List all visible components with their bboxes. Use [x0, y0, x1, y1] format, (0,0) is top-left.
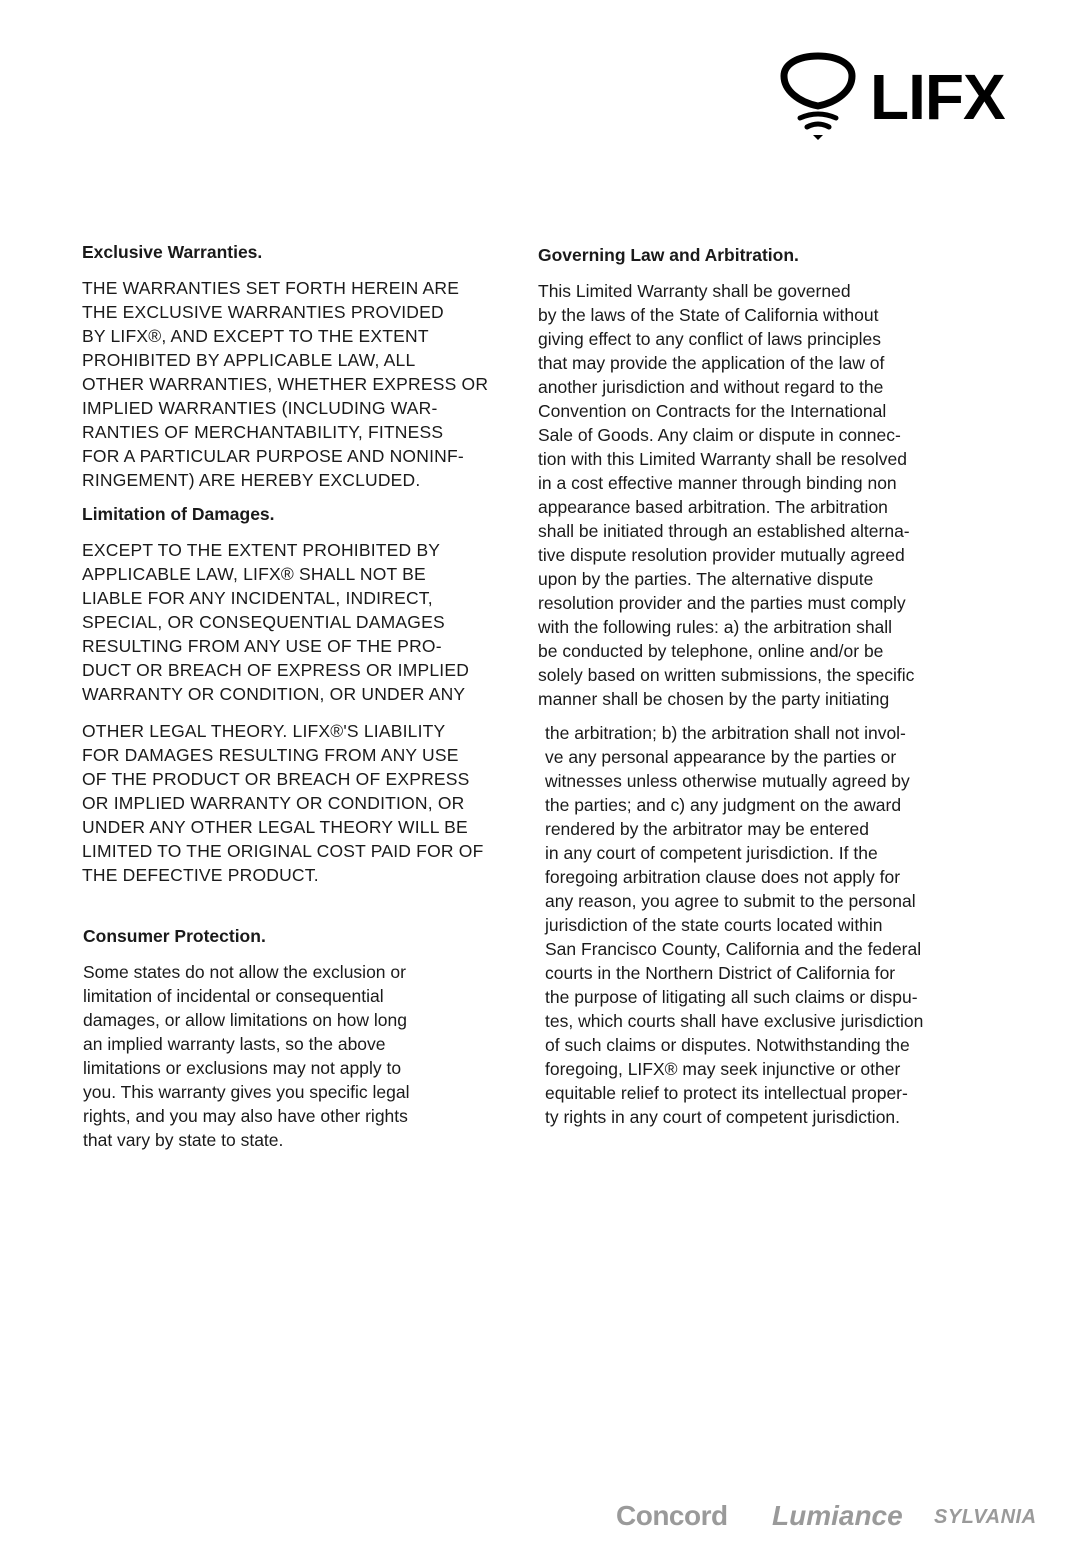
- limitation-of-damages-heading: Limitation of Damages.: [82, 504, 275, 524]
- consumer-protection-heading: Consumer Protection.: [83, 926, 266, 946]
- brand-sylvania: SYLVANIA: [934, 1506, 1037, 1528]
- left-column-top: [82, 240, 532, 716]
- lifx-logo: [778, 52, 1008, 142]
- logo-wordmark: LIFX: [870, 61, 1005, 133]
- governing-law-heading: Governing Law and Arbitration.: [538, 245, 799, 265]
- right-column-bottom: [545, 721, 995, 1129]
- governing-law-text-continued: the arbitration; b) the arbitration shall not invol- ve any personal appearance by the parties or witnesses unless otherwise mutually agreed by the parties; and c) any judgment on the award rendered by the arbitrator may be entered in any court of competent jurisdiction. If the foregoing arbitration clause does not apply for any reason, you agree to submit to the personal jurisdiction of the state courts located within San Francisco County, California and the federal courts in the Northern District of California for the purpose of litigating all such claims or dispu- tes, which courts shall have exclusive jurisdiction of such claims or disputes. Notwithstanding the foregoing, LIFX® may seek injunctive or other equitable relief to protect its intellectual proper- ty rights in any court of competent jurisdiction.: [545, 723, 924, 1127]
- brand-logos: [616, 1500, 1056, 1540]
- lightbulb-wifi-icon: [778, 52, 868, 144]
- brand-concord: Concord: [616, 1500, 728, 1531]
- limitation-of-damages-text: EXCEPT TO THE EXTENT PROHIBITED BY APPLICABLE LAW, LIFX® SHALL NOT BE LIABLE FOR ANY INCIDENTAL, INDIRECT, SPECIAL, OR CONSEQUENTIAL DAMAGES RESULTING FROM ANY USE OF THE PRO- DUCT OR BREACH OF EXPRESS OR IMPLIED WARRANTY OR CONDITION, OR UNDER ANY: [82, 540, 470, 704]
- governing-law-text: This Limited Warranty shall be governed by the laws of the State of California without giving effect to any conflict of laws principles that may provide the application of the law of another jurisdiction and without regard to the Convention on Contracts for the International Sale of Goods. Any claim or dispute in connec- tion with this Limited Warranty shall be resolved in a cost effective manner through binding non appearance based arbitration. The arbitration shall be initiated through an established alterna- tive dispute resolution provider mutually agreed upon by the parties. The alternative dispute resolution provider and the parties must comply with the following rules: a) the arbitration shall be conducted by telephone, online and/or be solely based on written submissions, the specific manner shall be chosen by the party initiating: [538, 281, 915, 709]
- consumer-protection-text: Some states do not allow the exclusion or limitation of incidental or consequential damages, or allow limitations on how long an implied warranty lasts, so the above limitations or exclusions may not apply to you. This warranty gives you specific legal rights, and you may also have other rights that vary by state to state.: [83, 962, 410, 1150]
- left-column-bottom: [83, 924, 533, 1152]
- right-column-top: [538, 243, 993, 711]
- exclusive-warranties-text: THE WARRANTIES SET FORTH HEREIN ARE THE EXCLUSIVE WARRANTIES PROVIDED BY LIFX®, AND EXCEPT TO THE EXTENT PROHIBITED BY APPLICABLE LAW, ALL OTHER WARRANTIES, WHETHER EXPRESS OR IMPLIED WARRANTIES (INCLUDING WAR- RANTIES OF MERCHANTABILITY, FITNESS FOR A PARTICULAR PURPOSE AND NONINF- RINGEMENT) ARE HEREBY EXCLUDED.: [82, 278, 489, 490]
- exclusive-warranties-heading: Exclusive Warranties.: [82, 242, 263, 262]
- limitation-of-damages-text-continued: OTHER LEGAL THEORY. LIFX®'S LIABILITY FOR DAMAGES RESULTING FROM ANY USE OF THE PRODUCT OR BREACH OF EXPRESS OR IMPLIED WARRANTY OR CONDITION, OR UNDER ANY OTHER LEGAL THEORY WILL BE LIMITED TO THE ORIGINAL COST PAID FOR OF THE DEFECTIVE PRODUCT.: [82, 721, 484, 885]
- brand-lumiance: Lumiance: [772, 1500, 903, 1531]
- left-column-middle: [82, 719, 532, 887]
